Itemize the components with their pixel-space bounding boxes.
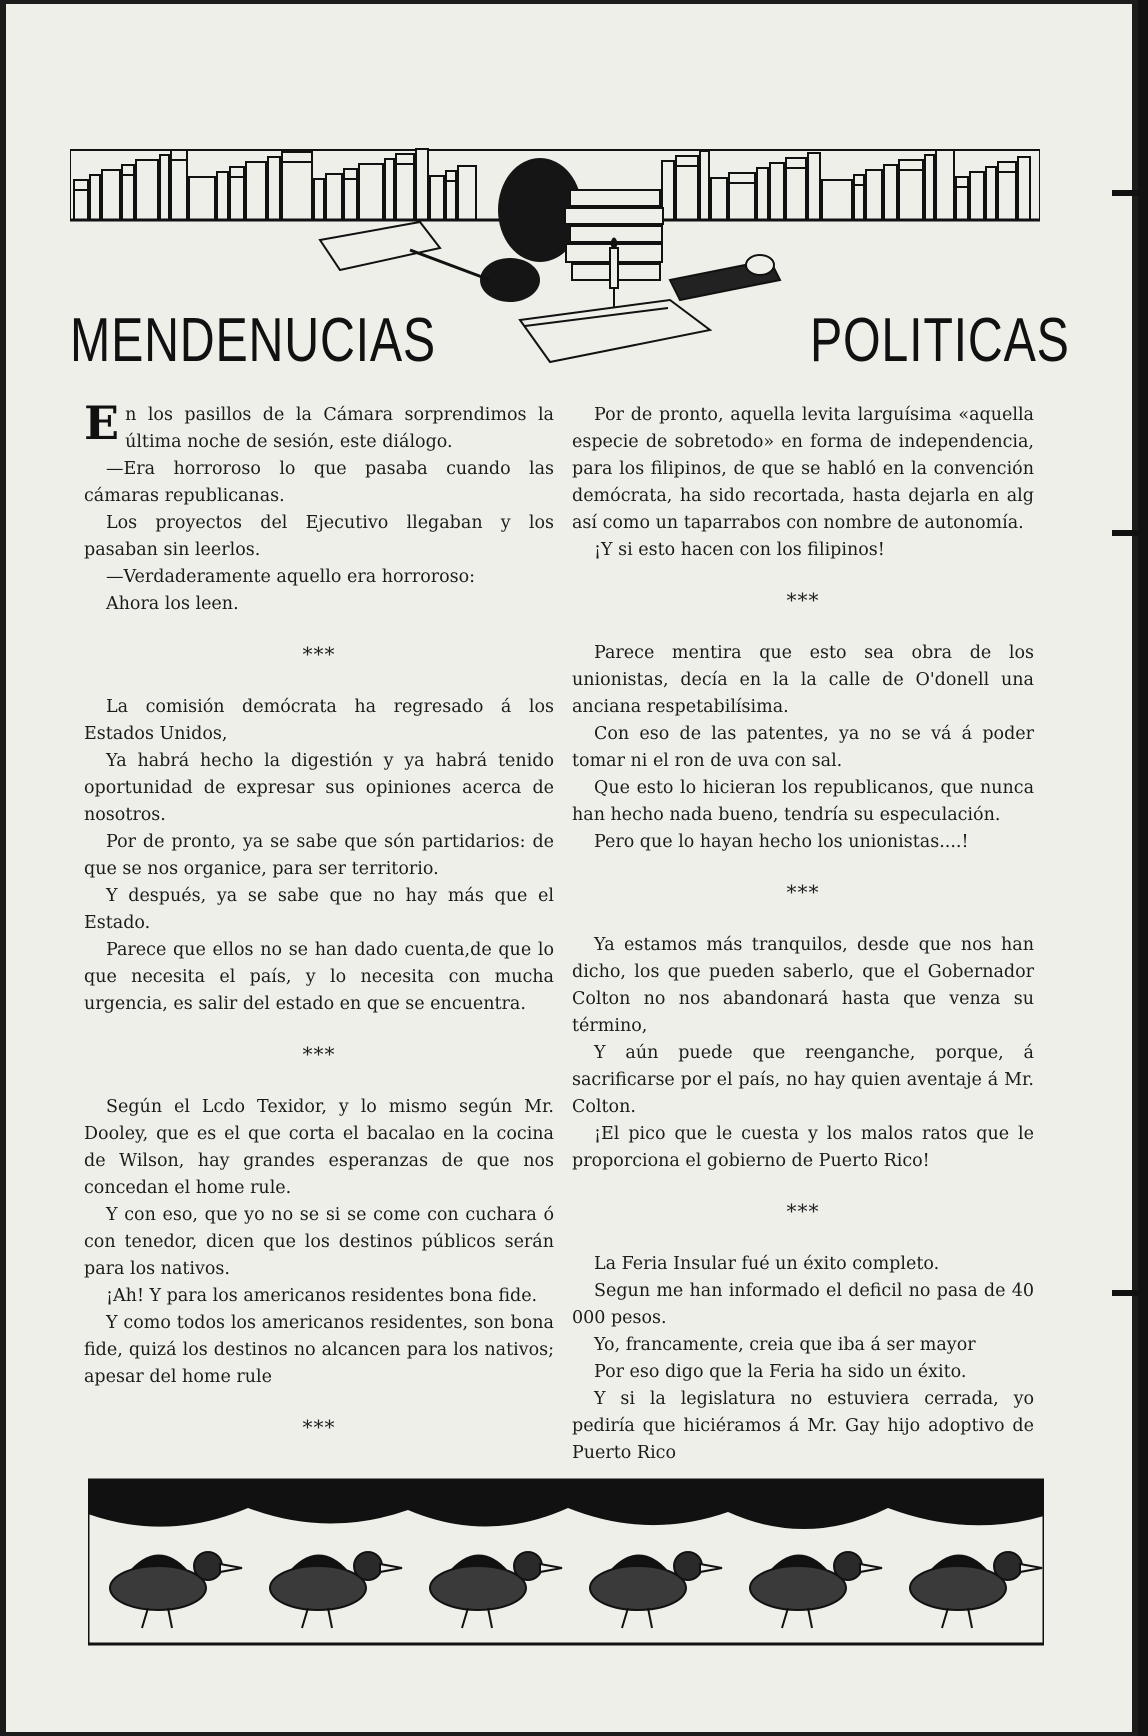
article-paragraph <box>84 456 554 510</box>
paragraph-text: Y después, ya se sabe que no hay más que el Estado. <box>84 886 554 933</box>
book-spine <box>326 174 342 220</box>
paragraph-text: Pero que lo hayan hecho los unionistas....! <box>594 832 969 852</box>
paragraph-text: La comisión demócrata ha regresado á los Estados Unidos, <box>84 697 554 744</box>
paragraph-text: La Feria Insular fué un éxito completo. <box>594 1254 940 1274</box>
book-spine <box>189 177 215 220</box>
paragraph-text: n los pasillos de la Cámara sorprendimos la última noche de sesión, este diálogo. <box>125 405 554 452</box>
book-spine <box>446 171 456 220</box>
article-paragraph <box>572 537 1034 564</box>
article-paragraph <box>84 937 554 1018</box>
paragraph-text: Por eso digo que la Feria ha sido un éxito. <box>594 1362 967 1382</box>
article-paragraph <box>84 591 554 618</box>
paragraph-text: Que esto lo hicieran los republicanos, que nunca han hecho nada bueno, tendría su especulación. <box>572 778 1034 825</box>
asterism-separator: *** <box>786 588 820 612</box>
book-spine <box>344 169 357 220</box>
article-paragraph <box>84 510 554 564</box>
page-notch <box>1112 530 1142 536</box>
article-paragraph <box>572 1359 1034 1386</box>
open-book-illustration <box>520 300 710 362</box>
article-paragraph <box>84 829 554 883</box>
article-paragraph <box>572 1040 1034 1121</box>
left-column <box>84 396 554 1467</box>
book-spine <box>970 172 984 220</box>
book-spine <box>160 155 169 220</box>
book-spine <box>1018 157 1030 220</box>
asterism-separator: *** <box>786 880 820 904</box>
article-paragraph <box>84 748 554 829</box>
article-paragraph <box>572 640 1034 721</box>
paragraph-text: Y aún puede que reenganche, porque, á sacrificarse por el país, no hay quien aventaje á Mr. Colton. <box>572 1043 1034 1117</box>
book-spine <box>230 167 244 220</box>
article-paragraph <box>572 932 1034 1040</box>
book-spine <box>74 180 88 220</box>
paragraph-text: Segun me han informado el deficil no pasa de 40 000 pesos. <box>572 1281 1034 1328</box>
asterism-separator: *** <box>302 642 336 666</box>
book-spine <box>136 160 158 220</box>
article-paragraph <box>572 1278 1034 1332</box>
drop-cap: E <box>84 396 120 450</box>
book-spine <box>854 175 864 220</box>
paragraph-text: Parece que ellos no se han dado cuenta,de que lo que necesita el país, y lo necesita con mucha urgencia, es salir del estado en que se encuentra. <box>84 940 554 1014</box>
asterism-separator: *** <box>302 1415 336 1439</box>
paragraph-text: —Verdaderamente aquello era horroroso: <box>106 567 476 587</box>
article-paragraph <box>572 1121 1034 1175</box>
book-spine <box>700 151 709 220</box>
paragraph-text: —Era horroroso lo que pasaba cuando las cámaras republicanas. <box>84 459 554 506</box>
book-spine <box>956 177 968 220</box>
article-paragraph <box>84 694 554 748</box>
book-spine <box>998 162 1016 220</box>
paragraph-text: ¡Ah! Y para los americanos residentes bona fide. <box>106 1286 538 1306</box>
article-paragraph <box>572 1386 1034 1467</box>
paragraph-text: Ahora los leen. <box>106 594 239 614</box>
book-spine <box>936 150 954 220</box>
book-spine <box>729 173 755 220</box>
book-spine <box>385 159 394 220</box>
article-paragraph <box>84 1310 554 1391</box>
article-paragraph <box>84 396 554 456</box>
book-spine <box>314 179 324 220</box>
book-spine <box>884 165 897 220</box>
book-spine <box>808 153 820 220</box>
article-paragraph <box>572 1332 1034 1359</box>
book-spine <box>246 162 266 220</box>
article-paragraph <box>572 402 1034 537</box>
asterism-separator: *** <box>786 1199 820 1223</box>
article-paragraph <box>572 1251 1034 1278</box>
page-notch <box>1112 190 1142 196</box>
book-spine <box>986 167 996 220</box>
paragraph-text: Yo, francamente, creia que iba á ser mayor <box>594 1335 976 1355</box>
article-paragraph <box>84 1283 554 1310</box>
asterism-separator: *** <box>302 1042 336 1066</box>
page-notch <box>1112 1290 1142 1296</box>
paragraph-text: ¡El pico que le cuesta y los malos ratos que le proporciona el gobierno de Puerto Rico! <box>572 1124 1034 1171</box>
paragraph-text: Según el Lcdo Texidor, y lo mismo según Mr. Dooley, que es el que corta el bacalao en la cocina de Wilson, hay grandes esperanzas de que nos concedan el home rule. <box>84 1097 554 1198</box>
paragraph-text: ¡Y si esto hacen con los filipinos! <box>594 540 885 560</box>
book-spine <box>711 178 727 220</box>
book-spine <box>122 165 134 220</box>
book-spine <box>268 157 280 220</box>
book-spine <box>90 175 100 220</box>
paragraph-text: Y como todos los americanos residentes, son bona fide, quizá los destinos no alcancen para los nativos; apesar del home rule <box>84 1313 554 1387</box>
paragraph-text: Con eso de las patentes, ya no se vá á poder tomar ni el ron de uva con sal. <box>572 724 1034 771</box>
book-spine <box>866 170 882 220</box>
article-paragraph <box>84 1202 554 1283</box>
headline-right: POLITICAS <box>810 306 1070 375</box>
article-paragraph <box>84 883 554 937</box>
paragraph-text: Ya estamos más tranquilos, desde que nos han dicho, los que pueden saberlo, que el Gobernador Colton no nos abandonará hasta que venza su término, <box>572 935 1034 1036</box>
book-spine <box>757 168 768 220</box>
paragraph-text: Los proyectos del Ejecutivo llegaban y los pasaban sin leerlos. <box>84 513 554 560</box>
article-paragraph <box>84 1094 554 1202</box>
article-paragraph <box>84 564 554 591</box>
book-spine <box>822 180 852 220</box>
page-edge <box>1138 0 1148 1736</box>
book-spine <box>359 164 383 220</box>
paragraph-text: Por de pronto, aquella levita larguísima «aquella especie de sobretodo» en forma de independencia, para los filipinos, de que se habló en la convención demócrata, ha sido recortada, hasta dejarla en alg así como un taparrabos con nombre de autonomía. <box>572 405 1034 533</box>
paragraph-text: Por de pronto, ya se sabe que són partidarios: de que se nos organice, para ser territorio. <box>84 832 554 879</box>
book-spine <box>770 163 784 220</box>
paragraph-text: Y si la legislatura no estuviera cerrada, yo pediría que hiciéramos á Mr. Gay hijo adoptivo de Puerto Rico <box>572 1389 1034 1463</box>
book-spine <box>430 176 444 220</box>
book-spine <box>102 170 120 220</box>
paragraph-text: Parece mentira que esto sea obra de los unionistas, decía en la la calle de O'donell una anciana respetabilísima. <box>572 643 1034 717</box>
article-paragraph <box>572 829 1034 856</box>
article-paragraph <box>572 721 1034 775</box>
birds-footer-illustration <box>88 1478 1044 1646</box>
book-spine <box>458 166 476 220</box>
right-column <box>572 402 1034 1467</box>
book-spine <box>217 172 228 220</box>
paragraph-text: Ya habrá hecho la digestión y ya habrá tenido oportunidad de expresar sus opiniones acerca de nosotros. <box>84 751 554 825</box>
headline-left: MENDENUCIAS <box>70 306 436 375</box>
book-spine <box>925 155 934 220</box>
paragraph-text: Y con eso, que yo no se si se come con cuchara ó con tenedor, dicen que los destinos públicos serán para los nativos. <box>84 1205 554 1279</box>
article-paragraph <box>572 775 1034 829</box>
book-spine <box>416 149 428 220</box>
